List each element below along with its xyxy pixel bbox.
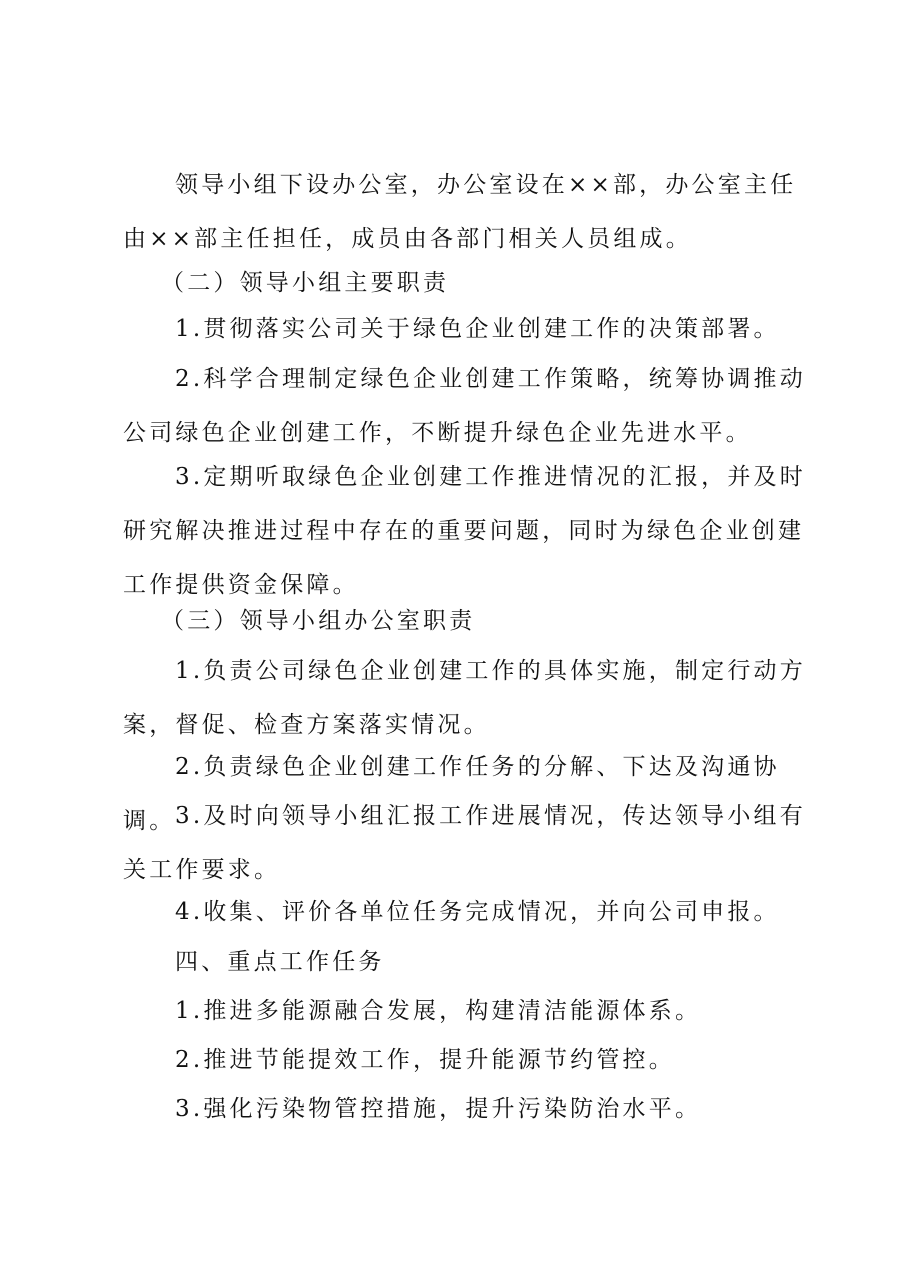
heading-key-tasks: 四、重点工作任务 [175,949,385,975]
paragraph-office-setup: 领导小组下设办公室，办公室设在××部，办公室主任由××部主任担任，成员由各部门相关人员组成。 [123,172,797,252]
paragraph-office-duty-2: 2.负责绿色企业创建工作任务的分解、下达及沟通协调。 [123,754,780,834]
heading-group-duties: （二）领导小组主要职责 [161,270,450,296]
paragraph-duty-2: 2.科学合理制定绿色企业创建工作策略，统筹协调推动公司绿色企业创建工作，不断提升绿色企业先进水平。 [123,366,806,446]
paragraph-office-duty-4: 4.收集、评价各单位任务完成情况，并向公司申报。 [175,899,780,925]
heading-office-duties: （三）领导小组办公室职责 [161,608,476,634]
paragraph-office-duty-1: 1.负责公司绿色企业创建工作的具体实施，制定行动方案，督促、检查方案落实情况。 [123,658,806,738]
paragraph-task-1: 1.推进多能源融合发展，构建清洁能源体系。 [175,998,702,1024]
paragraph-duty-1: 1.贯彻落实公司关于绿色企业创建工作的决策部署。 [175,316,780,342]
paragraph-task-3: 3.强化污染物管控措施，提升污染防治水平。 [175,1096,702,1122]
paragraph-task-2: 2.推进节能提效工作，提升能源节约管控。 [175,1047,675,1073]
paragraph-office-duty-3: 3.及时向领导小组汇报工作进展情况，传达领导小组有关工作要求。 [123,803,806,883]
paragraph-duty-3: 3.定期听取绿色企业创建工作推进情况的汇报，并及时研究解决推进过程中存在的重要问题，同时为绿色企业创建工作提供资金保障。 [123,464,806,598]
